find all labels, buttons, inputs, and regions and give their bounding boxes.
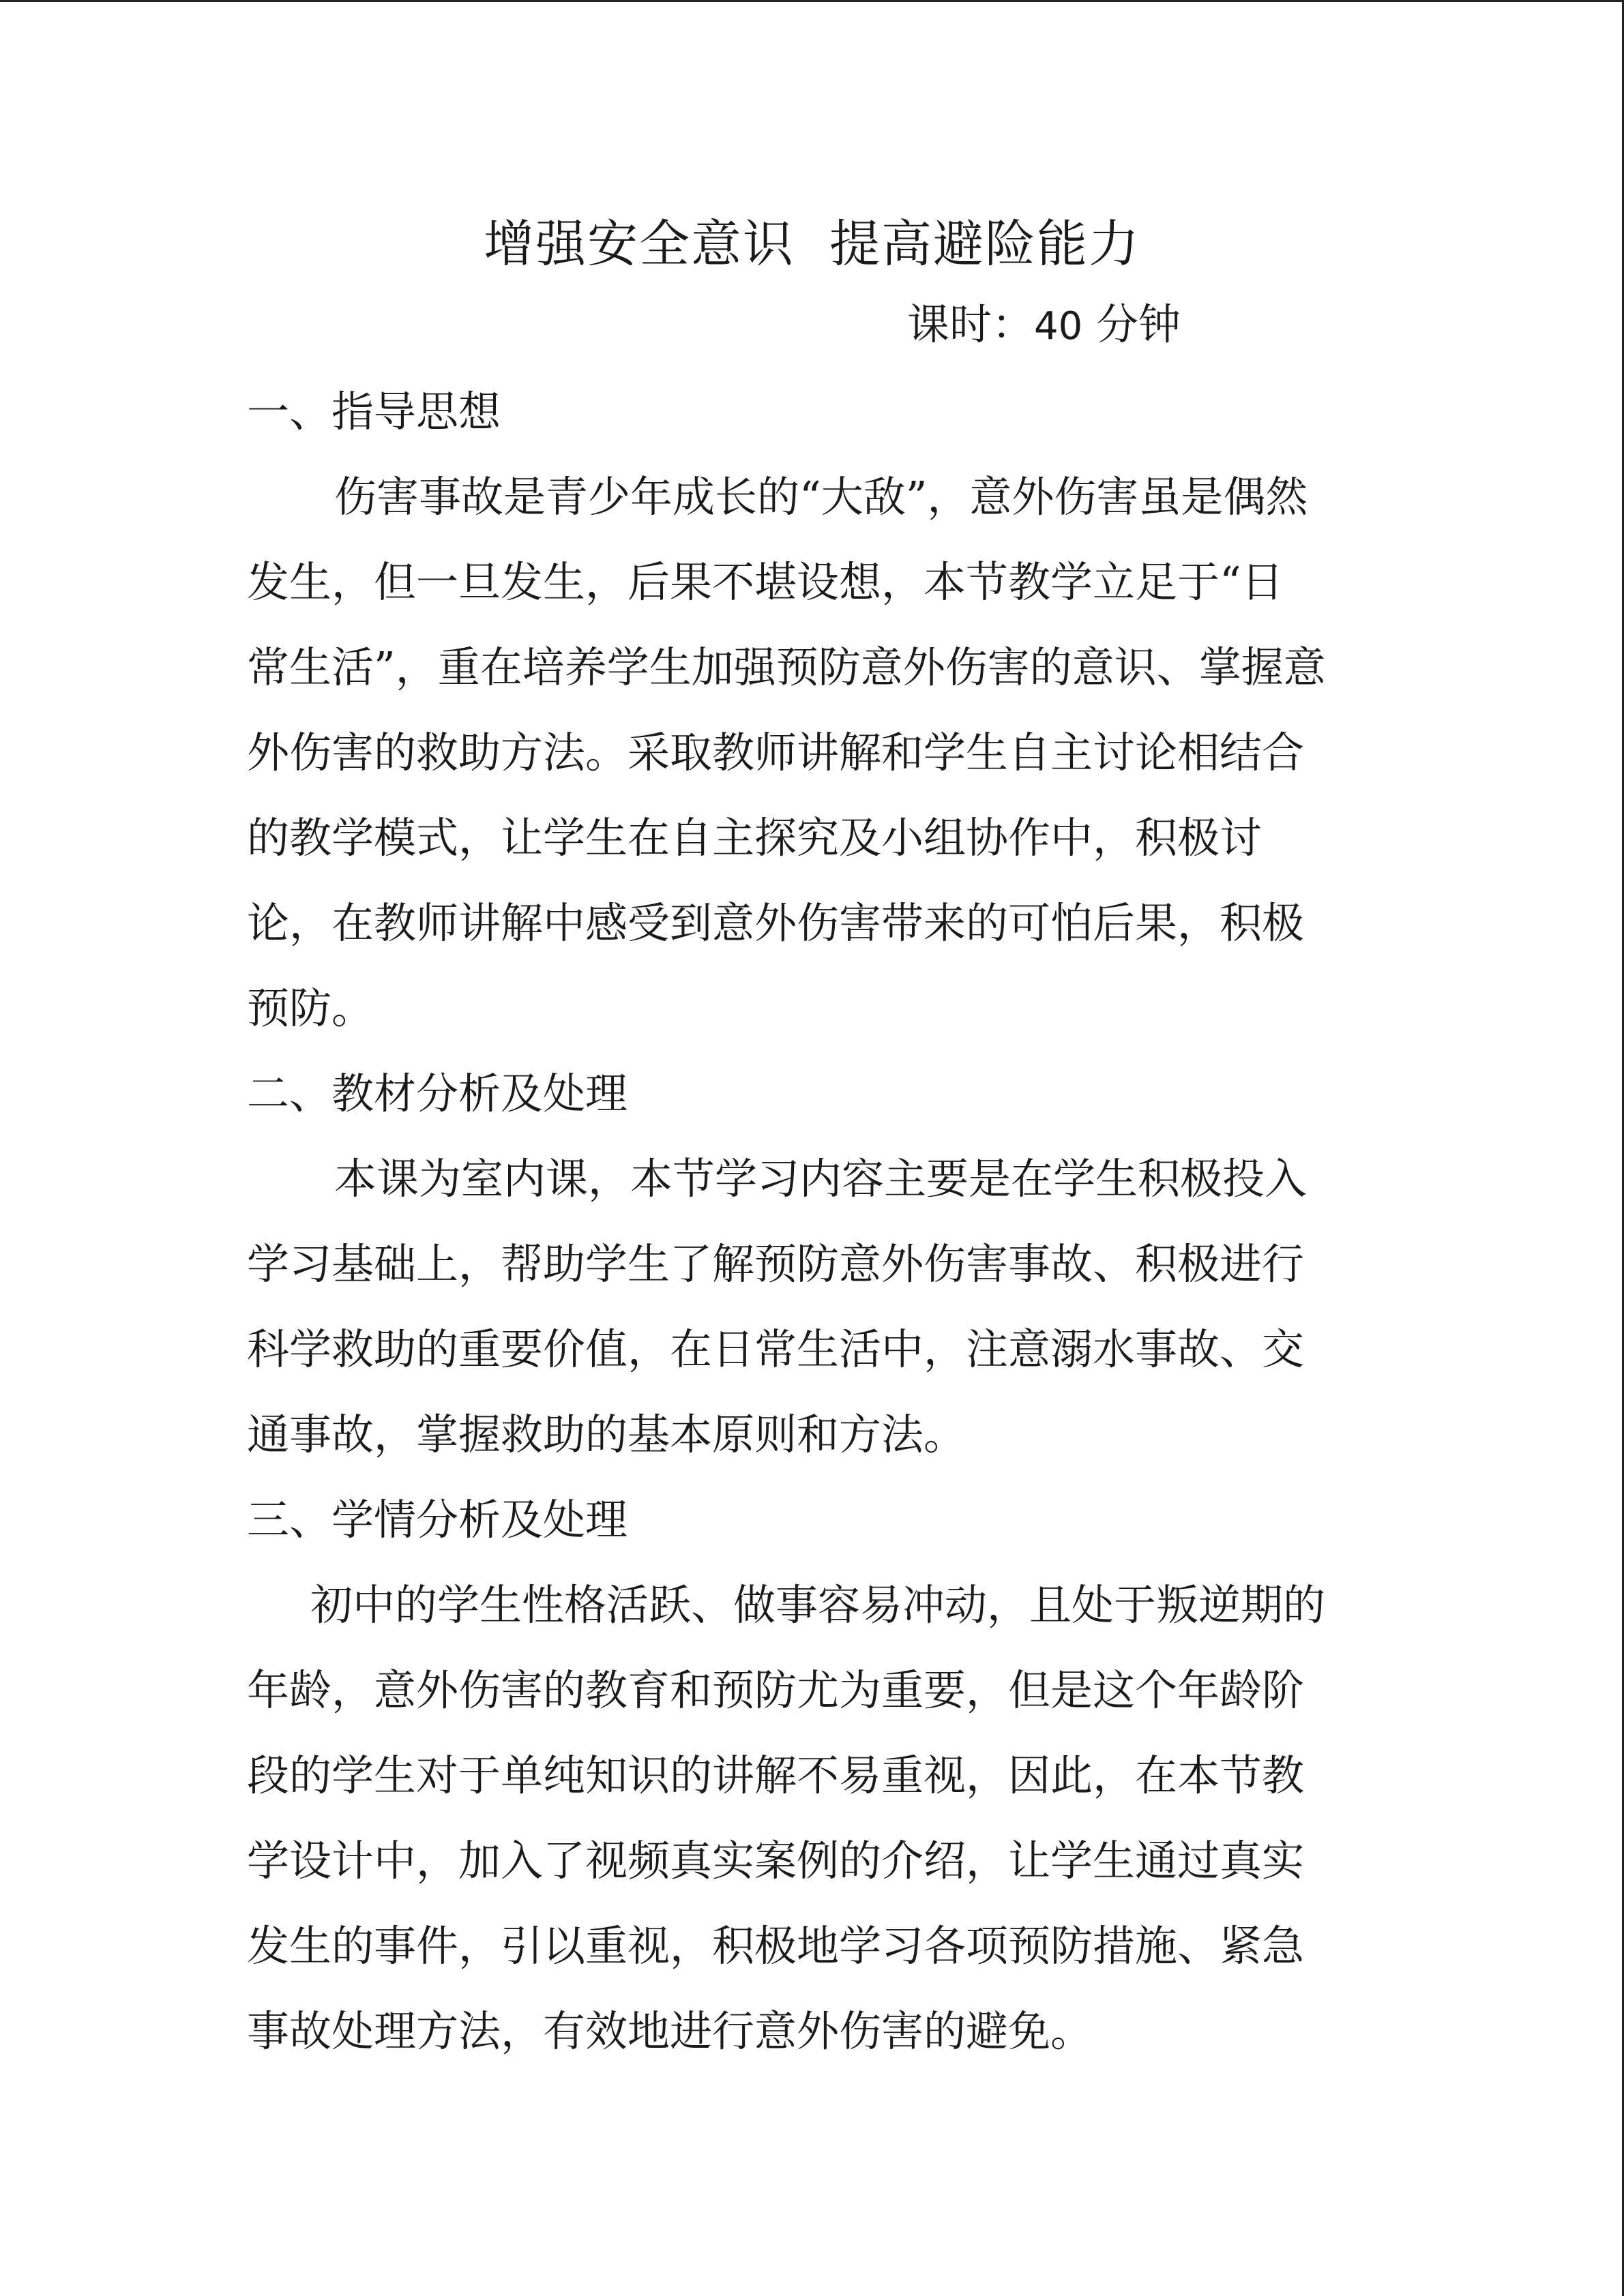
paragraph-line: 的教学模式，让学生在自主探究及小组协作中，积极讨 xyxy=(247,813,1263,863)
paragraph-line: 通事故，掌握救助的基本原则和方法。 xyxy=(247,1410,966,1459)
paragraph-line: 论，在教师讲解中感受到意外伤害带来的可怕后果，积极 xyxy=(247,898,1305,948)
paragraph-line: 发生的事件，引以重视，积极地学习各项预防措施、紧急 xyxy=(247,1921,1305,1971)
paragraph-line: 预防。 xyxy=(247,983,374,1033)
paragraph-line: 科学救助的重要价值，在日常生活中，注意溺水事故、交 xyxy=(247,1324,1305,1374)
section-heading-material-analysis: 二、教材分析及处理 xyxy=(247,1069,628,1118)
paragraph-line: 事故处理方法，有效地进行意外伤害的避免。 xyxy=(247,2006,1093,2056)
paragraph-line: 年龄，意外伤害的教育和预防尤为重要，但是这个年龄阶 xyxy=(247,1665,1305,1715)
paragraph-line: 学设计中，加入了视频真实案例的介绍，让学生通过真实 xyxy=(247,1836,1305,1885)
paragraph-line: 段的学生对于单纯知识的讲解不易重视，因此，在本节教 xyxy=(247,1750,1305,1800)
lesson-time xyxy=(907,294,1181,357)
lesson-time-value: 40 xyxy=(1034,304,1083,348)
paragraph-line: 外伤害的救助方法。采取教师讲解和学生自主讨论相结合 xyxy=(247,728,1305,777)
lesson-time-unit: 分钟 xyxy=(1082,299,1181,349)
paragraph-line: 初中的学生性格活跃、做事容易冲动，且处于叛逆期的 xyxy=(310,1580,1326,1630)
paragraph-line: 伤害事故是青少年成长的“大敌”，意外伤害虽是偶然 xyxy=(334,472,1308,522)
section-heading-student-analysis: 三、学情分析及处理 xyxy=(247,1495,628,1545)
section-heading-guiding-thought: 一、指导思想 xyxy=(247,387,501,436)
paragraph-line: 本课为室内课，本节学习内容主要是在学生积极投入 xyxy=(334,1154,1308,1204)
paragraph-line: 学习基础上，帮助学生了解预防意外伤害事故、积极进行 xyxy=(247,1239,1305,1289)
lesson-time-label: 课时： xyxy=(907,299,1035,349)
document-title: 增强安全意识 提高避险能力 xyxy=(483,215,1141,273)
paragraph-line: 常生活”，重在培养学生加强预防意外伤害的意识、掌握意 xyxy=(247,642,1326,692)
paragraph-line: 发生，但一旦发生，后果不堪设想，本节教学立足于“日 xyxy=(247,557,1284,607)
